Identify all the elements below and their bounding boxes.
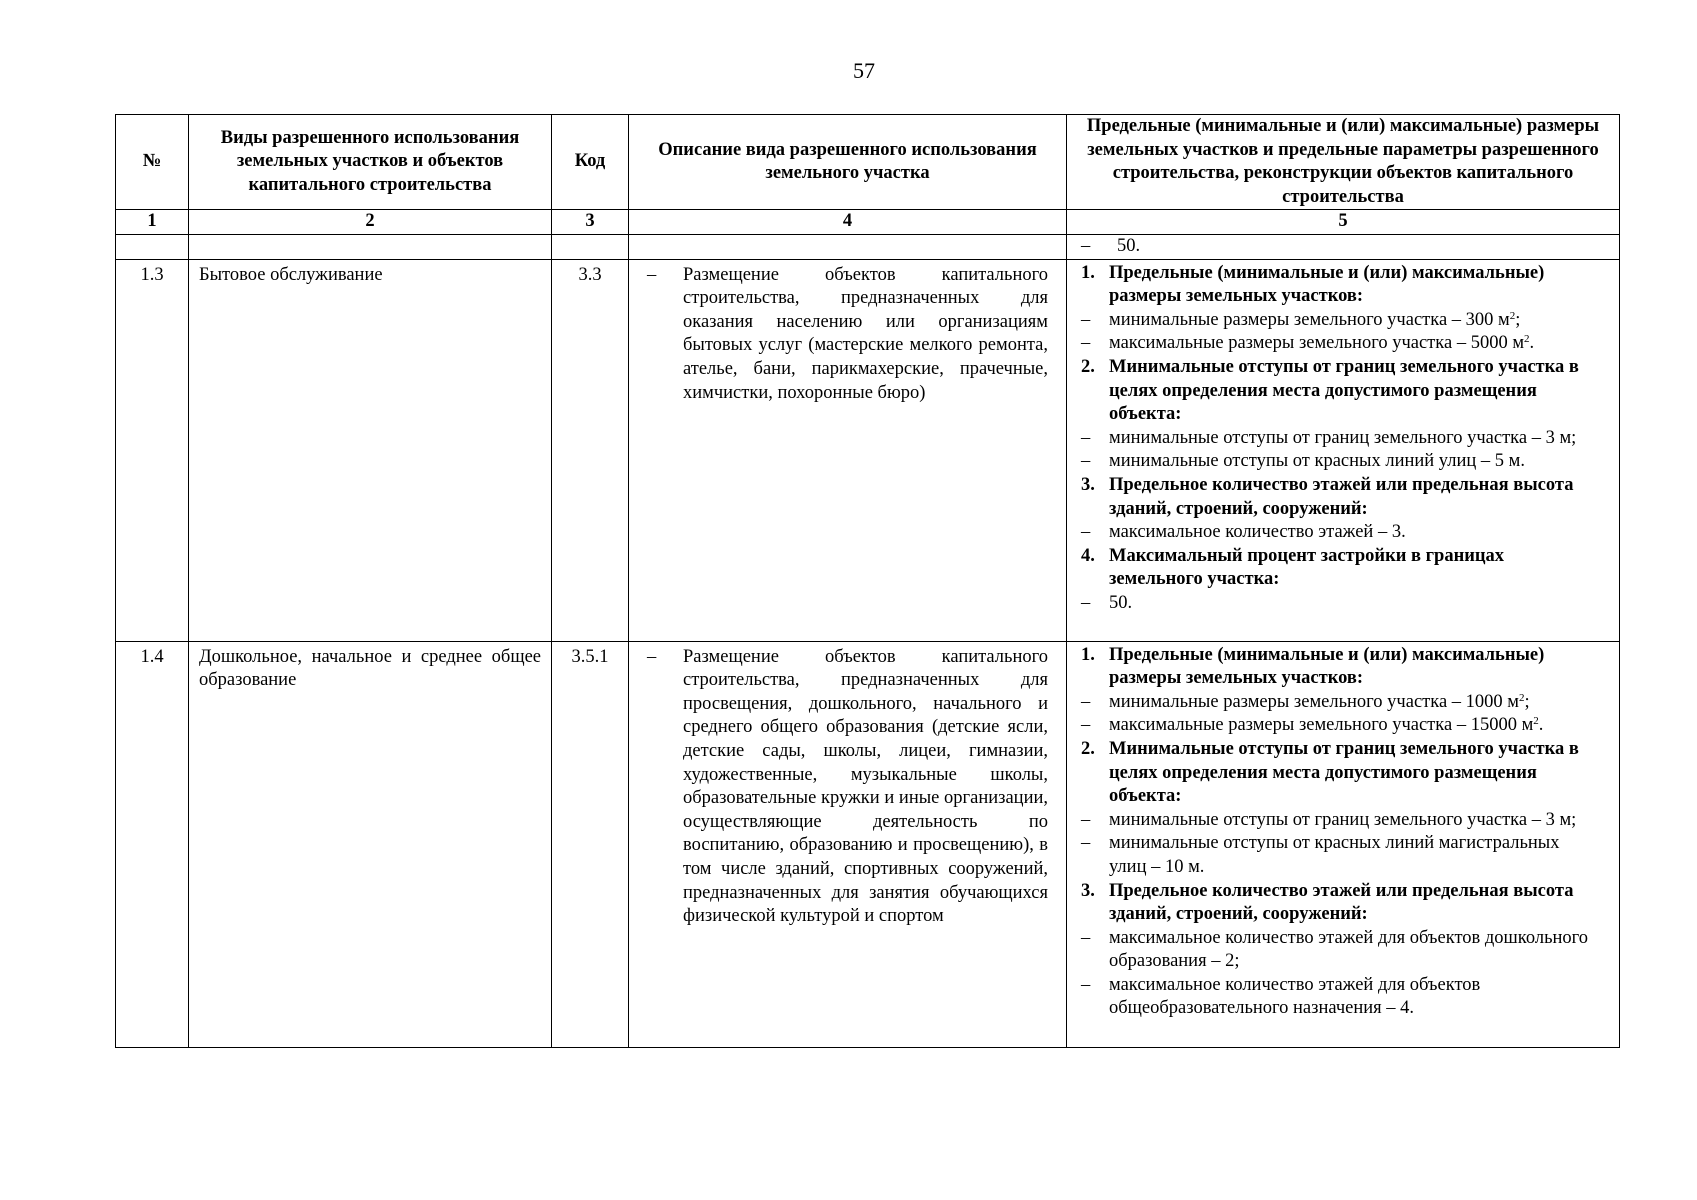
use-code: 3.3: [552, 259, 629, 641]
column-number: 5: [1067, 210, 1620, 235]
land-use-table: [115, 114, 1620, 1048]
parameter-heading: [1081, 356, 1601, 427]
parameter-marker: –: [1081, 974, 1091, 995]
table-row: [116, 259, 1620, 641]
parameter-marker: 2.: [1081, 738, 1095, 759]
parameter-heading: [1081, 474, 1601, 521]
parameter-item: [1081, 714, 1601, 738]
parameter-marker: –: [1081, 333, 1091, 354]
parameter-text: минимальные размеры земельного участка – 300 м: [1109, 309, 1510, 330]
parameter-heading: [1081, 545, 1601, 592]
unit-superscript: 2: [1533, 715, 1539, 728]
parameter-item: [1081, 450, 1601, 474]
parameter-marker: –: [1081, 691, 1091, 712]
column-number: 1: [116, 210, 189, 235]
parameter-marker: –: [1081, 809, 1091, 830]
parameter-marker: –: [1081, 715, 1091, 736]
parameter-item: [1081, 521, 1601, 545]
parameter-item: [1081, 592, 1601, 616]
parameter-heading: [1081, 880, 1601, 927]
column-number: 2: [189, 210, 552, 235]
unit-superscript: 2: [1509, 309, 1516, 322]
continuation-row: [116, 234, 1620, 259]
parameter-text: Максимальный процент застройки в границах земельного участка:: [1109, 545, 1505, 590]
parameter-item: [1081, 427, 1601, 451]
parameter-text: Предельное количество этажей или предельная высота зданий, строений, сооружений:: [1109, 880, 1574, 925]
parameter-text: максимальное количество этажей для объектов общеобразовательного назначения – 4.: [1109, 974, 1481, 1019]
parameter-heading: [1081, 738, 1601, 809]
table-row: [116, 641, 1620, 1047]
unit-superscript: 2: [1519, 691, 1525, 704]
parameter-text: Предельные (минимальные и (или) максимальные) размеры земельных участков:: [1109, 262, 1545, 307]
parameter-marker: –: [1081, 592, 1091, 613]
use-code: 3.5.1: [552, 641, 629, 1047]
parameter-marker: 3.: [1081, 474, 1095, 495]
use-type-name: Бытовое обслуживание: [189, 259, 552, 641]
parameter-text: минимальные отступы от границ земельного участка – 3 м;: [1109, 809, 1577, 830]
parameter-item: [1081, 809, 1601, 833]
use-type-name: Дошкольное, начальное и среднее общее образование: [189, 641, 552, 1047]
parameter-item: [1081, 691, 1601, 715]
parameter-text: максимальные размеры земельного участка – 5000 м: [1109, 333, 1525, 354]
parameter-marker: 3.: [1081, 880, 1095, 901]
continuation-item: – 50.: [1081, 235, 1141, 256]
parameter-item: [1081, 832, 1601, 879]
parameter-text: Предельные (минимальные и (или) максимальные) размеры земельных участков:: [1109, 644, 1545, 689]
parameter-marker: –: [1081, 451, 1091, 472]
parameter-tail: .: [1529, 333, 1535, 354]
parameter-marker: 2.: [1081, 356, 1095, 377]
parameter-marker: 1.: [1081, 262, 1095, 283]
parameter-marker: 1.: [1081, 644, 1095, 665]
parameter-item: [1081, 974, 1601, 1021]
column-number: 4: [629, 210, 1067, 235]
parameters-list: [1067, 641, 1620, 1047]
parameter-tail: ;: [1515, 309, 1521, 330]
parameter-marker: –: [1081, 833, 1091, 854]
use-description: – Размещение объектов капитального строительства, предназначенных для оказания населению или организациям бытовых услуг (мастерские мелкого ремонта, ателье, бани, парикмахерские, прачечные, химчистки, похоронные бюро): [647, 264, 1048, 403]
parameter-marker: –: [1081, 309, 1091, 330]
parameter-marker: –: [1081, 427, 1091, 448]
page-number: 57: [853, 58, 875, 83]
row-number: 1.3: [116, 259, 189, 641]
header-description: Описание вида разрешенного использования земельного участка: [629, 115, 1067, 210]
parameter-text: минимальные отступы от границ земельного участка – 3 м;: [1109, 427, 1577, 448]
column-number-row: [116, 210, 1620, 235]
parameter-text: максимальное количество этажей для объектов дошкольного образования – 2;: [1109, 927, 1589, 972]
parameter-text: минимальные размеры земельного участка – 1000 м: [1109, 691, 1519, 712]
parameter-item: [1081, 927, 1601, 974]
use-description: – Размещение объектов капитального строительства, предназначенных для просвещения, дошкольного, начального и среднего общего образования (детские ясли, детские сады, школы, лицеи, гимназии, художественные, музыкальные школы, образовательные кружки и иные организации, осуществляющие деятельность по воспитанию, образованию и просвещению), в том числе зданий, спортивных сооружений, предназначенных для занятия обучающихся физической культурой и спортом: [647, 646, 1048, 927]
parameter-text: Минимальные отступы от границ земельного участка в целях определения места допустимого размещения объекта:: [1109, 738, 1579, 807]
parameter-text: максимальные размеры земельного участка – 15000 м: [1109, 715, 1534, 736]
parameter-heading: [1081, 644, 1601, 691]
parameter-text: максимальное количество этажей – 3.: [1109, 522, 1406, 543]
header-parameters: Предельные (минимальные и (или) максимальные) размеры земельных участков и предельные параметры разрешенного строительства, реконструкции объектов капитального строительства: [1067, 115, 1620, 210]
parameters-list: [1067, 259, 1620, 641]
parameter-text: минимальные отступы от красных линий магистральных улиц – 10 м.: [1109, 833, 1560, 877]
header-use-type: Виды разрешенного использования земельных участков и объектов капитального строительства: [189, 115, 552, 210]
header-row: [116, 115, 1620, 210]
parameter-marker: 4.: [1081, 545, 1095, 566]
row-number: 1.4: [116, 641, 189, 1047]
parameter-text: 50.: [1109, 592, 1133, 613]
parameter-text: Предельное количество этажей или предельная высота зданий, строений, сооружений:: [1109, 474, 1574, 519]
parameter-text: минимальные отступы от красных линий улиц – 5 м.: [1109, 451, 1525, 472]
parameter-tail: ;: [1524, 691, 1530, 712]
parameter-item: [1081, 332, 1601, 356]
parameter-item: [1081, 309, 1601, 333]
parameter-text: Минимальные отступы от границ земельного участка в целях определения места допустимого размещения объекта:: [1109, 356, 1579, 425]
parameter-tail: .: [1538, 715, 1544, 736]
unit-superscript: 2: [1524, 333, 1530, 346]
column-number: 3: [552, 210, 629, 235]
parameter-marker: –: [1081, 927, 1091, 948]
header-code: Код: [552, 115, 629, 210]
header-number: №: [116, 115, 189, 210]
parameter-heading: [1081, 262, 1601, 309]
parameter-marker: –: [1081, 522, 1091, 543]
